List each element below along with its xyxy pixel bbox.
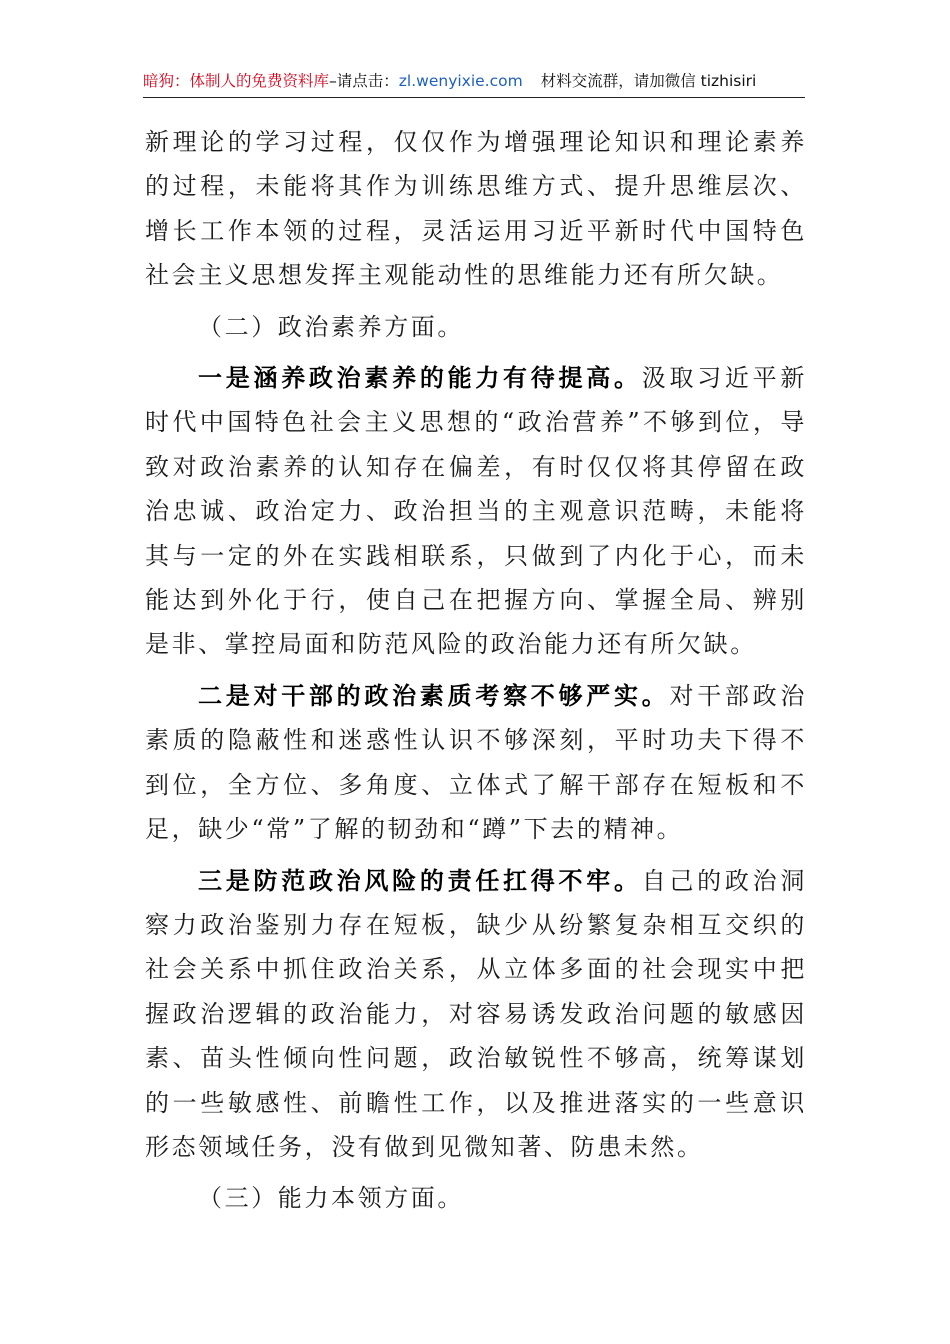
item-2-lead: 二是对干部的政治素质考察不够严实。 (198, 680, 670, 710)
item-1-lead: 一是涵养政治素养的能力有待提高。 (198, 363, 642, 393)
item-3-text: 自己的政治洞察力政治鉴别力存在短板，缺少从纷繁复杂相互交织的社会关系中抓住政治关系，从立体多面的社会现实中把握政治逻辑的政治能力，对容易诱发政治问题的敏感因素、苗头性倾向性问题，政治敏锐性不够高，统筹谋划的一些敏感性、前瞻性工作，以及推进落实的一些意识形态领域任务，没有做到见微知著、防患未然。 (145, 866, 807, 1161)
item-1-text: 汲取习近平新时代中国特色社会主义思想的“政治营养”不够到位，导致对政治素养的认知存在偏差，有时仅仅将其停留在政治忠诚、政治定力、政治担当的主观意识范畴，未能将其与一定的外在实践相联系，只做到了内化于心，而未能达到外化于行，使自己在把握方向、掌握全局、辨别是非、掌控局面和防范风险的政治能力还有所欠缺。 (145, 364, 807, 659)
item-paragraph-3 (145, 859, 807, 1170)
section-heading-3: （三）能力本领方面。 (198, 1184, 464, 1213)
item-2-text: 对干部政治素质的隐蔽性和迷惑性认识不够深刻，平时功夫下得不到位，全方位、多角度、立体式了解干部存在短板和不足，缺少“常”了解的韧劲和“蹲”下去的精神。 (145, 681, 808, 844)
document-body (145, 120, 807, 1221)
item-3-lead: 三是防范政治风险的责任扛得不牢。 (198, 865, 642, 895)
header-site-label: 暗狗：体制人的免费资料库 (143, 72, 330, 90)
item-paragraph-2 (145, 674, 807, 852)
section-heading-2: （二）政治素养方面。 (198, 312, 464, 341)
header-wechat-note: 材料交流群，请加微信 tizhisiri (540, 72, 757, 90)
body-paragraph-1: 新理论的学习过程，仅仅作为增强理论知识和理论素养的过程，未能将其作为训练思维方式、提升思维层次、增长工作本领的过程，灵活运用习近平新时代中国特色社会主义思想发挥主观能动性的思维能力还有所欠缺。 (145, 128, 807, 290)
header-link-url[interactable]: zl.wenyixie.com (398, 72, 523, 90)
header-link-prompt: –请点击： (329, 72, 399, 90)
page-header (143, 66, 805, 96)
header-divider (143, 97, 805, 98)
item-paragraph-1 (145, 356, 807, 667)
